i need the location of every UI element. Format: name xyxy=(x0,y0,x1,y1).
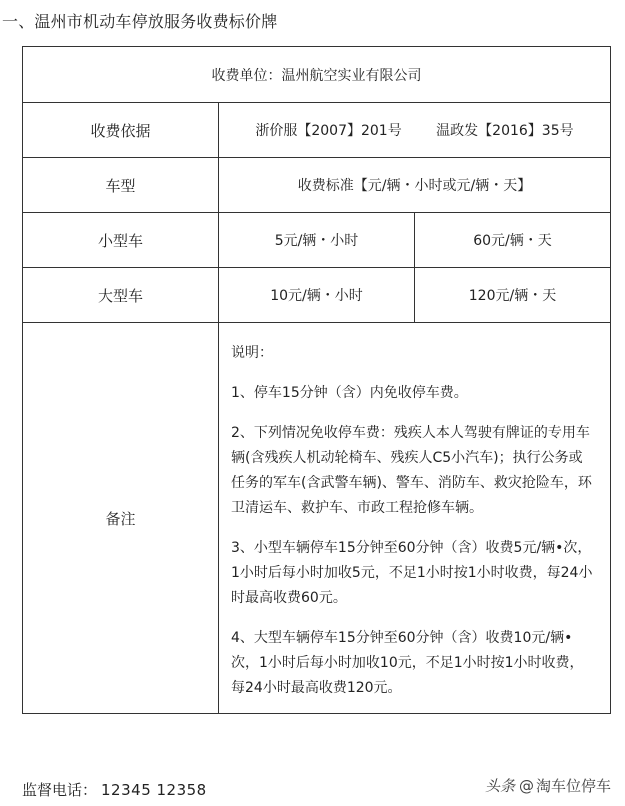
table-row-small-car xyxy=(23,213,611,268)
large-car-label: 大型车 xyxy=(23,268,219,323)
notes-cell xyxy=(219,323,611,714)
toutiao-logo: 头条 xyxy=(484,777,515,795)
basis-cell xyxy=(219,103,611,158)
page-heading: 一、温州市机动车停放服务收费标价牌 xyxy=(2,12,278,31)
large-car-hourly: 10元/辆・小时 xyxy=(219,268,415,323)
phone-label: 监督电话： xyxy=(22,781,98,799)
notes-item-2: 2、下列情况免收停车费：残疾人本人驾驶有牌证的专用车辆(含残疾人机动轮椅车、残疾人C5小汽车)；执行公务或任务的军车(含武警车辆)、警车、消防车、救灾抢险车，环卫清运车、救护车、市政工程抢修车辆。 xyxy=(231,425,592,516)
at-icon: @ xyxy=(518,776,534,795)
notes-item-3: 3、小型车辆停车15分钟至60分钟（含）收费5元/辆•次，1小时后每小时加收5元，不足1小时按1小时收费，每24小时最高收费60元。 xyxy=(231,540,593,606)
small-car-hourly: 5元/辆・小时 xyxy=(219,213,415,268)
notes-item-4: 4、大型车辆停车15分钟至60分钟（含）收费10元/辆•次，1小时后每小时加收10元，不足1小时按1小时收费，每24小时最高收费120元。 xyxy=(231,630,584,696)
notes-label: 备注 xyxy=(23,323,219,714)
small-car-label: 小型车 xyxy=(23,213,219,268)
phone-numbers: 12345 12358 xyxy=(101,781,207,799)
notes-item-1: 1、停车15分钟（含）内免收停车费。 xyxy=(231,385,468,401)
basis-label: 收费依据 xyxy=(23,103,219,158)
supervision-phone xyxy=(22,779,207,800)
table-row-type xyxy=(23,158,611,213)
notes-intro: 说明： xyxy=(231,345,273,361)
basis-doc-a: 浙价服【2007】201号 xyxy=(255,123,402,139)
small-car-daily: 60元/辆・天 xyxy=(415,213,611,268)
basis-doc-b: 温政发【2016】35号 xyxy=(436,123,574,139)
charging-unit: 收费单位：温州航空实业有限公司 xyxy=(23,47,611,103)
watermark xyxy=(485,775,611,796)
table-row-unit xyxy=(23,47,611,103)
large-car-daily: 120元/辆・天 xyxy=(415,268,611,323)
fee-table xyxy=(22,46,611,714)
table-row-basis xyxy=(23,103,611,158)
vehicle-type-label: 车型 xyxy=(23,158,219,213)
table-row-notes xyxy=(23,323,611,714)
table-row-large-car xyxy=(23,268,611,323)
account-name: 淘车位停车 xyxy=(535,777,611,795)
fee-standard-header: 收费标准【元/辆・小时或元/辆・天】 xyxy=(219,158,611,213)
